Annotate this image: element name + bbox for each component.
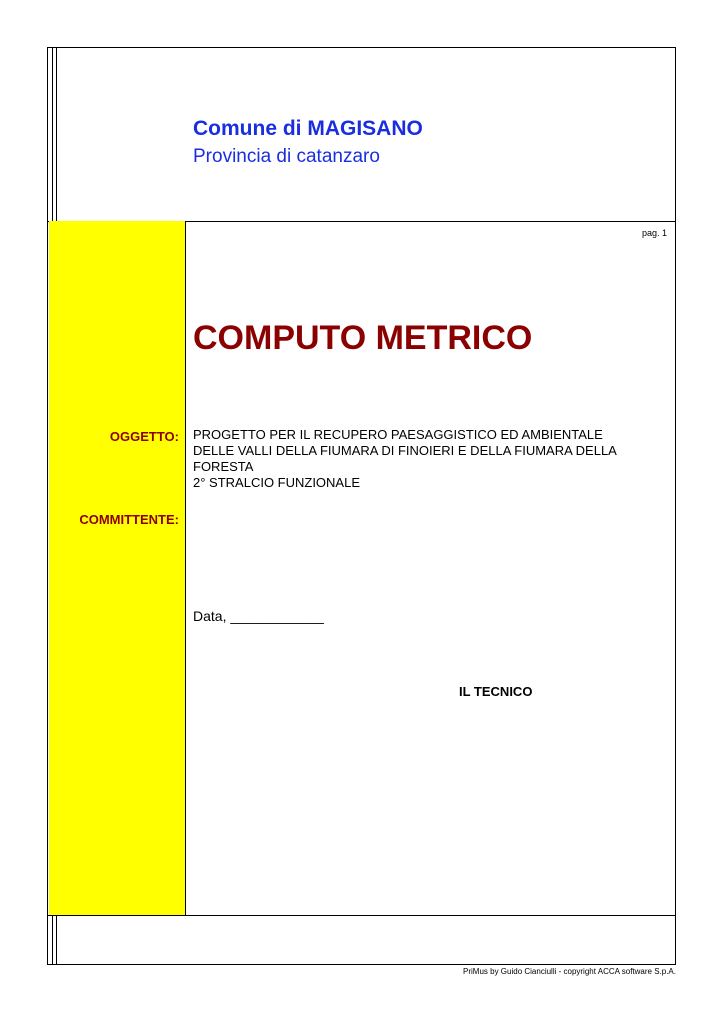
oggetto-line: FORESTA	[193, 459, 254, 474]
oggetto-line: 2° STRALCIO FUNZIONALE	[193, 475, 361, 490]
technician-signature-label: IL TECNICO	[459, 684, 533, 699]
committente-label: COMMITTENTE:	[79, 512, 179, 527]
page-number: pag. 1	[641, 228, 667, 238]
municipality-title: Comune di MAGISANO	[193, 117, 423, 140]
oggetto-line: DELLE VALLI DELLA FIUMARA DI FINOIERI E DELLA FIUMARA DELLA	[193, 443, 617, 458]
software-credit: PriMus by Guido Cianciulli - copyright ACCA software S.p.A.	[463, 967, 676, 976]
date-field: Data, ____________	[193, 608, 324, 624]
province-subtitle: Provincia di catanzaro	[193, 146, 380, 167]
oggetto-description	[193, 427, 673, 491]
label-column	[49, 221, 186, 915]
document-title: COMPUTO METRICO	[193, 319, 533, 357]
footer-divider	[48, 915, 675, 916]
oggetto-line: PROGETTO PER IL RECUPERO PAESAGGISTICO ED AMBIENTALE	[193, 427, 603, 442]
oggetto-label: OGGETTO:	[109, 429, 179, 444]
